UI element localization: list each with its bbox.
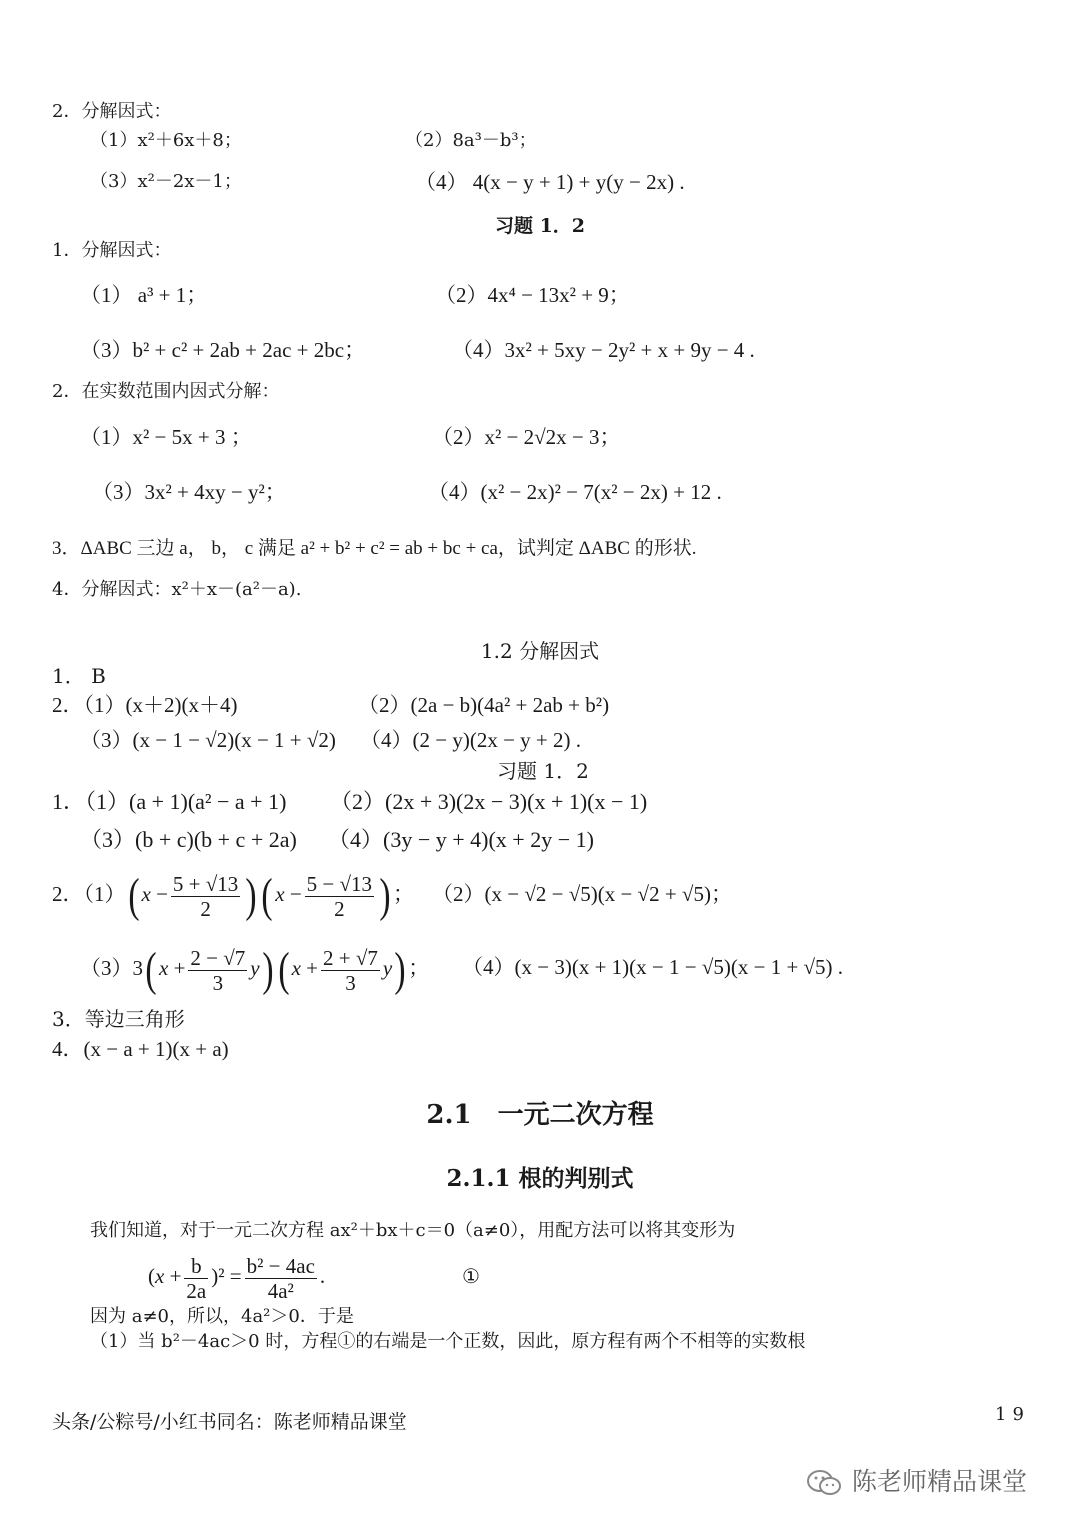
equation-1: (x + $\frac{b}{2a}$ )² = $\frac{\text{b² − 4ac}}{\text{4a²}}$ . bbox=[148, 1253, 326, 1303]
answer-b3: 3．等边三角形 bbox=[52, 1007, 185, 1031]
right-paren: ) bbox=[394, 943, 406, 997]
answer-b4: 4．(x − a + 1)(x + a) bbox=[52, 1037, 229, 1061]
body-paragraph-2: 因为 a≠0，所以，4a²＞0．于是 bbox=[90, 1306, 354, 1327]
xiti-q2-item-2: （2）x² − 2√2x − 3； bbox=[432, 425, 621, 449]
page-number: 19 bbox=[995, 1404, 1030, 1425]
xiti-q3: 3．ΔABC 三边 a， b， c 满足 a² + b² + c² = ab + bc + ca，试判定 ΔABC 的形状. bbox=[52, 538, 697, 559]
equation-tag: ① bbox=[462, 1264, 480, 1288]
left-paren: ( bbox=[127, 869, 140, 923]
xiti-q2-item-3: （3）3x² + 4xy − y²； bbox=[92, 480, 286, 504]
left-paren: ( bbox=[277, 943, 290, 997]
fraction-denominator: 2 bbox=[171, 896, 240, 921]
body-paragraph-1: 我们知道，对于一元二次方程 ax²＋bx＋c＝0（a≠0），用配方法可以将其变形为 bbox=[90, 1220, 736, 1241]
fraction bbox=[305, 872, 374, 921]
section-heading-xiti: 习题 1．2 bbox=[494, 215, 586, 237]
exercise-2-item-4: （4） 4(x − y + 1) + y(y − 2x) . bbox=[415, 170, 685, 194]
right-paren: ) bbox=[245, 869, 257, 923]
answers-xiti-heading: 习题 1．2 bbox=[497, 759, 589, 783]
fraction-numerator: 5 + √13 bbox=[172, 871, 239, 896]
answer-2-3: （3）(x − 1 − √2)(x − 1 + √2) bbox=[80, 728, 336, 752]
answer-b2-1-label: 2．（1） bbox=[52, 882, 126, 906]
answer-b1-2: （2）(2x + 3)(2x − 3)(x + 1)(x − 1) bbox=[330, 789, 648, 814]
fraction-denominator: 3 bbox=[188, 970, 247, 995]
fraction-denominator: 3 bbox=[321, 970, 380, 995]
left-paren: ( bbox=[261, 869, 273, 923]
xiti-q1-item-3: （3）b² + c² + 2ab + 2ac + 2bc； bbox=[80, 338, 366, 362]
wechat-icon bbox=[806, 1469, 844, 1497]
answer-2-2: （2）(2a − b)(4a² + 2ab + b²) bbox=[358, 693, 610, 717]
fraction-denominator: 4a² bbox=[245, 1278, 317, 1303]
xiti-q2-item-1: （1）x² − 5x + 3 ； bbox=[80, 425, 252, 449]
fraction bbox=[184, 1254, 208, 1303]
fraction-numerator: b bbox=[191, 1253, 202, 1278]
fraction-denominator: 2 bbox=[305, 896, 374, 921]
exercise-2-item-1: （1）x²＋6x＋8； bbox=[90, 130, 242, 151]
exercise-2-item-3: （3）x²－2x－1； bbox=[90, 171, 242, 192]
xiti-q1-item-1: （1） a³ + 1； bbox=[80, 283, 208, 307]
watermark bbox=[806, 1462, 1027, 1498]
fraction bbox=[321, 946, 380, 995]
fraction-denominator: 2a bbox=[186, 1278, 207, 1303]
xiti-q1-item-4: （4）3x² + 5xy − 2y² + x + 9y − 4 . bbox=[452, 338, 755, 362]
xiti-q2-item-4: （4）(x² − 2x)² − 7(x² − 2x) + 12 . bbox=[428, 480, 722, 504]
footer-source: 头条/公粽号/小红书同名：陈老师精品课堂 bbox=[52, 1411, 407, 1433]
answer-b2-1: 2．（1）( x − $\frac{5 + √13}{2}$ )( x − $\frac{5 - √13}{2}$ ) ； bbox=[52, 869, 415, 923]
exercise-2-title: 2．分解因式： bbox=[52, 101, 172, 122]
fraction-numerator: 2 + √7 bbox=[323, 945, 378, 970]
xiti-q1-item-2: （2）4x⁴ − 13x² + 9； bbox=[435, 283, 630, 307]
fraction bbox=[188, 946, 247, 995]
watermark-text: 陈老师精品课堂 bbox=[852, 1467, 1028, 1496]
answer-b1-1: 1．（1）(a + 1)(a² − a + 1) bbox=[52, 789, 287, 814]
left-paren: ( bbox=[145, 943, 157, 997]
fraction-numerator: 5 − √13 bbox=[306, 871, 373, 896]
fraction-numerator: b² − 4ac bbox=[246, 1253, 315, 1278]
right-paren: ) bbox=[262, 943, 274, 997]
fraction-numerator: 2 − √7 bbox=[190, 945, 246, 970]
answer-b1-3: （3）(b + c)(b + c + 2a) bbox=[80, 827, 297, 852]
answers-heading: 1.2 分解因式 bbox=[480, 639, 600, 663]
section-2-1-heading: 2.1 一元二次方程 bbox=[426, 1100, 654, 1130]
answer-b2-3: （3）3( x + $\frac{2 - √7}{3}$ y)( x + $\frac{2 + √7}{3}$ y) ； bbox=[80, 943, 430, 997]
answer-1: 1． B bbox=[52, 664, 106, 688]
answer-b2-3-label: （3）3 bbox=[80, 956, 143, 980]
body-paragraph-3: （1）当 b²－4ac＞0 时，方程①的右端是一个正数，因此，原方程有两个不相等的实数根 bbox=[90, 1331, 806, 1352]
answer-2-1: 2．（1）(x＋2)(x＋4) bbox=[52, 693, 238, 717]
answer-b1-4: （4）(3y − y + 4)(x + 2y − 1) bbox=[328, 827, 594, 852]
xiti-q4: 4．分解因式：x²＋x－(a²－a). bbox=[52, 579, 302, 600]
section-2-1-1-heading: 2.1.1 根的判别式 bbox=[446, 1165, 634, 1192]
answer-b2-4: （4）(x − 3)(x + 1)(x − 1 − √5)(x − 1 + √5) . bbox=[462, 955, 844, 979]
fraction bbox=[171, 872, 240, 921]
fraction bbox=[245, 1254, 317, 1303]
xiti-q1: 1．分解因式： bbox=[52, 240, 172, 261]
right-paren: ) bbox=[379, 869, 391, 923]
exercise-2-item-2: （2）8a³－b³； bbox=[405, 130, 537, 151]
xiti-q2: 2．在实数范围内因式分解： bbox=[52, 381, 280, 402]
answer-2-4: （4）(2 − y)(2x − y + 2) . bbox=[360, 728, 582, 752]
answer-b2-2: （2）(x − √2 − √5)(x − √2 + √5)； bbox=[432, 882, 732, 906]
